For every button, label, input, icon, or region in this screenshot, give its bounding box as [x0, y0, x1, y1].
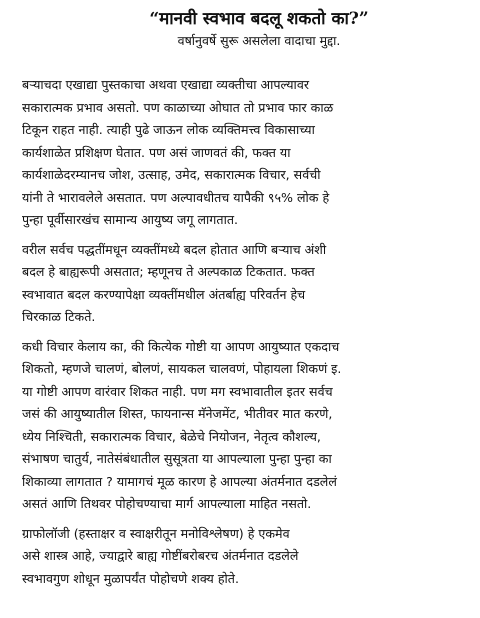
paragraph-line: टिकून राहत नाही. त्याही पुढे जाऊन लोक व्यक्तिमत्त्व विकासाच्या — [22, 122, 315, 137]
document-subtitle: वर्षानुवर्षे सुरू असलेला वादाचा मुद्दा. — [177, 33, 341, 48]
paragraph-line: स्वभावगुण शोधून मुळापर्यंत पोहोचणे शक्य होते. — [22, 570, 239, 586]
paragraph-1 — [22, 74, 456, 232]
paragraph-line: बदल हे बाह्यरूपी असतात; म्हणूनच ते अल्पकाळ टिकतात. फक्त — [22, 264, 315, 279]
paragraph-line: या गोष्टी आपण वारंवार शिकत नाही. पण मग स्वभावातील इतर सर्वच — [22, 383, 333, 399]
paragraph-line: कार्यशाळेदरम्यानच जोश, उत्साह, उमेद, सकारात्मक विचार, सर्वची — [22, 167, 321, 182]
paragraph-line: सकारात्मक प्रभाव असतो. पण काळाच्या ओघात तो प्रभाव फार काळ — [22, 99, 334, 115]
paragraph-line: स्वभावात बदल करण्यापेक्षा व्यक्तींमधील अंतर्बाह्य परिवर्तन हेच — [22, 286, 306, 302]
paragraph-line: शिकतो, म्हणजे चालणं, बोलणं, सायकल चालवणं, पोहायला शिकणं इ. — [22, 361, 342, 376]
paragraph-4 — [22, 523, 456, 591]
paragraph-line: पुन्हा पूर्वीसारखंच सामान्य आयुष्य जगू लागतात. — [22, 212, 239, 227]
paragraph-line: यांनी ते भारावलेले असतात. पण अल्पावधीतच यापैकी ९५% लोक हे — [22, 189, 330, 205]
paragraph-line: चिरकाळ टिकते. — [22, 309, 96, 324]
paragraph-line: शिकाव्या लागतात ? यामागचं मूळ कारण हे आपल्या अंतर्मनात दडलेलं — [22, 473, 337, 489]
paragraph-line: असतं आणि तिथवर पोहोचण्याचा मार्ग आपल्याला माहित नसतो. — [22, 496, 312, 511]
paragraph-line: ग्राफोलॉजी (हस्ताक्षर व स्वाक्षरीतून मनोविश्लेषण) हे एकमेव — [22, 525, 290, 541]
paragraph-line: असे शास्त्र आहे, ज्याद्वारे बाह्य गोष्टींबरोबरच अंतर्मनात दडलेले — [22, 548, 299, 563]
paragraph-line: जसं की आयुष्यातील शिस्त, फायनान्स मॅनेजमेंट, भीतीवर मात करणे, — [22, 406, 333, 421]
paragraph-2 — [22, 239, 456, 329]
document-body — [22, 74, 456, 590]
paragraph-line: बऱ्याचदा एखाद्या पुस्तकाचा अथवा एखाद्या व्यक्तीचा आपल्यावर — [22, 77, 309, 92]
paragraph-3 — [22, 336, 456, 516]
document-title: “मानवी स्वभाव बदलू शकतो का?” — [149, 9, 369, 29]
paragraph-line: कधी विचार केलाय का, की कित्येक गोष्टी या आपण आयुष्यात एकदाच — [22, 338, 340, 354]
paragraph-line: कार्यशाळेत प्रशिक्षण घेतात. पण असं जाणवतं की, फक्त या — [22, 144, 291, 160]
paragraph-line: संभाषण चातुर्य, नातेसंबंधातील सुसूत्रता या आपल्याला पुन्हा पुन्हा का — [22, 451, 332, 466]
paragraph-line: वरील सर्वच पद्धतींमधून व्यक्तींमध्ये बदल होतात आणि बऱ्याच अंशी — [22, 241, 327, 257]
paragraph-line: ध्येय निश्चिती, सकारात्मक विचार, बेळेचे नियोजन, नेतृत्व कौशल्य, — [22, 428, 321, 444]
